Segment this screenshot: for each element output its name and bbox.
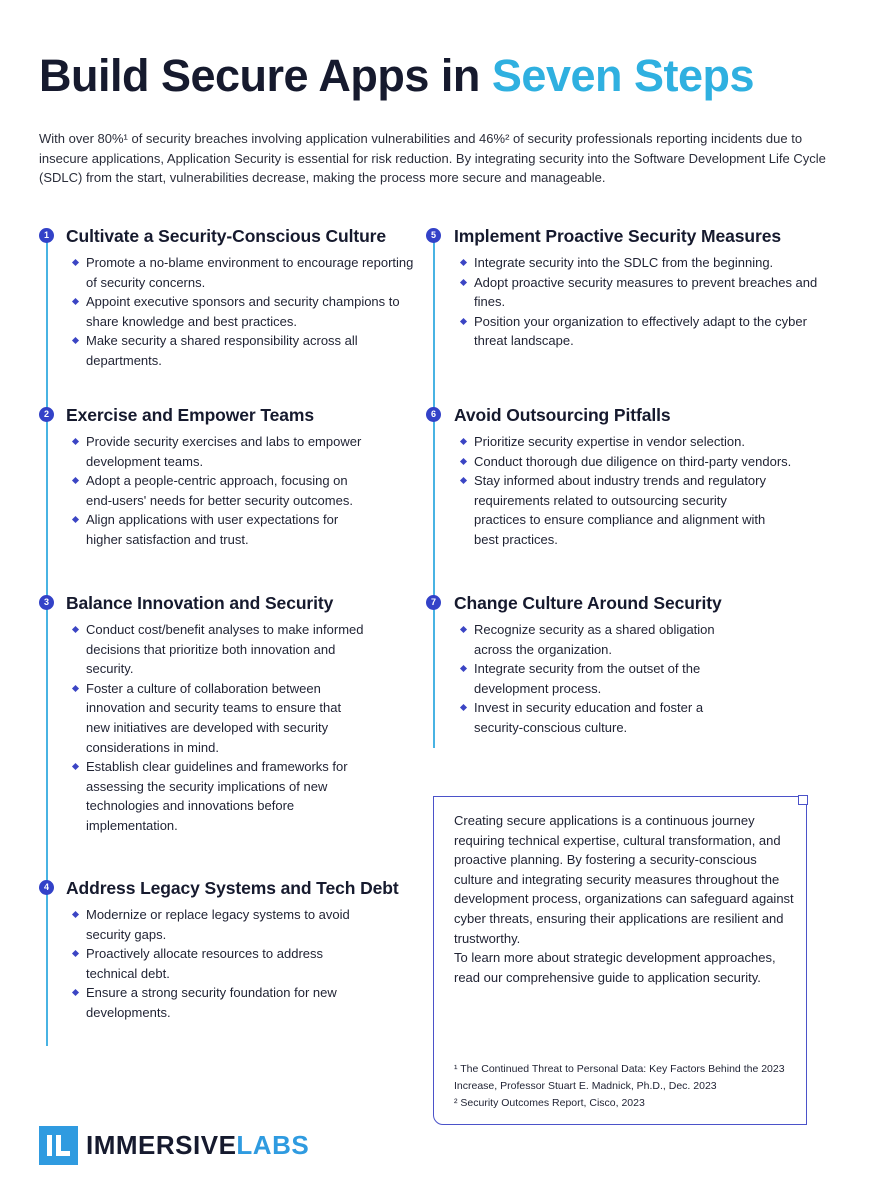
diamond-bullet-icon [72, 763, 79, 770]
diamond-bullet-icon [460, 438, 467, 445]
list-item: Conduct thorough due diligence on third-party vendors. [474, 452, 834, 472]
diamond-bullet-icon [460, 665, 467, 672]
list-item: Integrate security into the SDLC from the beginning. [474, 253, 834, 273]
diamond-bullet-icon [72, 989, 79, 996]
step-5 [430, 225, 834, 351]
diamond-bullet-icon [72, 911, 79, 918]
title-accent: Seven Steps [491, 50, 755, 101]
step-number-badge: 1 [39, 228, 54, 243]
diamond-bullet-icon [72, 516, 79, 523]
diamond-bullet-icon [72, 685, 79, 692]
list-item: Provide security exercises and labs to empower development teams. [86, 432, 376, 471]
list-item: Proactively allocate resources to address technical debt. [86, 944, 366, 983]
corner-decoration [798, 795, 808, 805]
step-heading: Cultivate a Security-Conscious Culture [66, 226, 387, 246]
step-3 [43, 592, 366, 836]
summary-text: Creating secure applications is a continuous journey requiring technical expertise, cultural transformation, and proactive planning. By fostering a security-conscious culture and integrating security measures throughout the development process, organizations can safeguard against cyber threats, ensuring their applications are resilient and trustworthy. To learn more about strategic development approaches, read our comprehensive guide to application security. [454, 813, 794, 985]
list-item: Appoint executive sponsors and security champions to share knowledge and best practices. [86, 292, 421, 331]
step-heading: Balance Innovation and Security [66, 593, 334, 613]
diamond-bullet-icon [72, 337, 79, 344]
page-title [39, 50, 754, 102]
step-heading: Implement Proactive Security Measures [454, 226, 781, 246]
step-list [66, 620, 366, 836]
step-heading: Change Culture Around Security [454, 593, 722, 613]
step-number-badge: 6 [426, 407, 441, 422]
diamond-bullet-icon [72, 477, 79, 484]
list-item: Conduct cost/benefit analyses to make informed decisions that prioritize both innovation and security. [86, 620, 366, 679]
step-number-badge: 5 [426, 228, 441, 243]
step-7 [430, 592, 754, 738]
step-list [66, 905, 366, 1023]
footnote-2: ² Security Outcomes Report, Cisco, 2023 [454, 1097, 645, 1109]
diamond-bullet-icon [72, 259, 79, 266]
diamond-bullet-icon [460, 458, 467, 465]
list-item: Adopt a people-centric approach, focusing on end-users' needs for better security outcomes. [86, 471, 376, 510]
diamond-bullet-icon [460, 279, 467, 286]
step-4 [43, 877, 399, 1023]
list-item: Promote a no-blame environment to encourage reporting of security concerns. [86, 253, 421, 292]
step-number-badge: 4 [39, 880, 54, 895]
diamond-bullet-icon [460, 259, 467, 266]
step-number-badge: 7 [426, 595, 441, 610]
diamond-bullet-icon [460, 626, 467, 633]
list-item: Make security a shared responsibility across all departments. [86, 331, 421, 370]
list-item: Recognize security as a shared obligation across the organization. [474, 620, 754, 659]
list-item: Foster a culture of collaboration between innovation and security teams to ensure that new initiatives are developed with security considerations in mind. [86, 679, 366, 757]
diamond-bullet-icon [460, 318, 467, 325]
footnote-1: ¹ The Continued Threat to Personal Data: Key Factors Behind the 2023 Increase, Professor Stuart E. Madnick, Ph.D., Dec. 2023 [454, 1063, 785, 1092]
step-number-badge: 2 [39, 407, 54, 422]
step-6 [430, 404, 834, 550]
diamond-bullet-icon [460, 704, 467, 711]
step-heading: Avoid Outsourcing Pitfalls [454, 405, 671, 425]
summary-cta: To learn more about strategic development approaches, read our comprehensive guide to application security. [454, 950, 776, 985]
step-list [454, 620, 754, 738]
footnotes [454, 1061, 799, 1112]
summary-box [433, 796, 807, 1125]
list-item: Align applications with user expectations for higher satisfaction and trust. [86, 510, 376, 549]
list-item: Modernize or replace legacy systems to avoid security gaps. [86, 905, 366, 944]
list-item: Ensure a strong security foundation for new developments. [86, 983, 366, 1022]
list-item: Integrate security from the outset of the development process. [474, 659, 754, 698]
diamond-bullet-icon [72, 298, 79, 305]
step-heading: Exercise and Empower Teams [66, 405, 315, 425]
title-main: Build Secure Apps in [39, 50, 492, 101]
step-2 [43, 404, 376, 550]
step-list [66, 253, 421, 371]
timeline-right [433, 234, 435, 748]
timeline-left [46, 234, 48, 1046]
step-list [454, 432, 834, 550]
step-number-badge: 3 [39, 595, 54, 610]
list-item: Prioritize security expertise in vendor selection. [474, 432, 834, 452]
intro-paragraph: With over 80%¹ of security breaches involving application vulnerabilities and 46%² of security professionals reporting incidents due to insecure applications, Application Security is essential for risk reduction. By integrating security into the Software Development Life Cycle (SDLC) from the start, vulnerabilities decrease, making the process more secure and manageable. [39, 131, 826, 185]
list-item: Position your organization to effectively adapt to the cyber threat landscape. [474, 312, 834, 351]
logo-mark-icon [39, 1126, 78, 1165]
logo-wordmark: IMMERSIVELABS [86, 1130, 310, 1160]
diamond-bullet-icon [72, 950, 79, 957]
list-item: Invest in security education and foster a security-conscious culture. [474, 698, 754, 737]
step-list [66, 432, 376, 550]
step-list [454, 253, 834, 351]
diamond-bullet-icon [460, 477, 467, 484]
immersive-labs-logo [39, 1126, 309, 1165]
list-item: Stay informed about industry trends and regulatory requirements related to outsourcing security practices to ensure compliance and alignment with best practices. [474, 471, 774, 549]
step-1 [43, 225, 421, 371]
diamond-bullet-icon [72, 626, 79, 633]
diamond-bullet-icon [72, 438, 79, 445]
list-item: Establish clear guidelines and frameworks for assessing the security implications of new technologies and innovations before implementation. [86, 757, 366, 835]
list-item: Adopt proactive security measures to prevent breaches and fines. [474, 273, 834, 312]
step-heading: Address Legacy Systems and Tech Debt [66, 878, 399, 898]
